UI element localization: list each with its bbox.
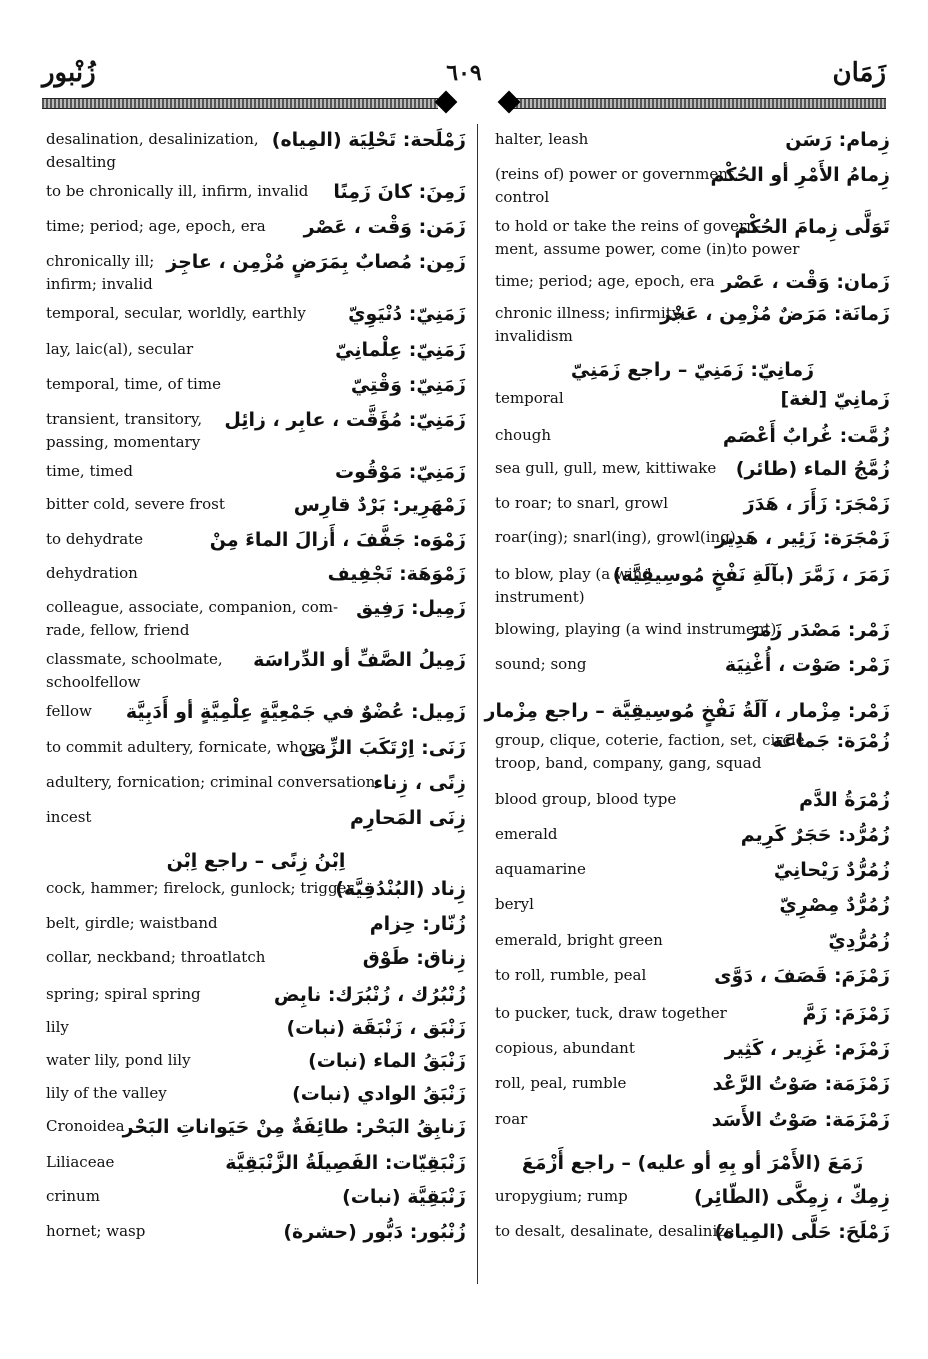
entry-arabic: زُمْرَةُ الدَّم bbox=[799, 789, 890, 811]
entry-english-line: rade, fellow, friend bbox=[46, 621, 190, 639]
entry-english bbox=[46, 562, 138, 585]
entry-english bbox=[46, 128, 259, 174]
entry-english-line: temporal, time, of time bbox=[46, 375, 221, 393]
entry-arabic: زِناق: طَوْق bbox=[362, 947, 466, 969]
entry-english bbox=[495, 492, 668, 515]
entry-arabic: زَمِن: مُصابٌ بِمَرَضٍ مُزْمِن ، عاجِز bbox=[166, 251, 466, 273]
entry-arabic: زُنْبُرُك ، زُنْبُرَك: نابِض bbox=[273, 984, 466, 1006]
entry-english-line: temporal, secular, worldly, earthly bbox=[46, 304, 306, 322]
entry-english-line: desalination, desalinization, bbox=[46, 130, 259, 148]
entry-english bbox=[495, 929, 663, 952]
entry-english bbox=[46, 877, 354, 900]
header-rule-right bbox=[512, 98, 886, 109]
header-right-word: زَمَان bbox=[832, 58, 886, 88]
entry-english bbox=[495, 270, 715, 293]
entry-english bbox=[495, 788, 676, 811]
entry-arabic: زَمَنِيّ: مَوْقُوت bbox=[334, 461, 466, 483]
entry-arabic: زُمُرُّد: حَجَرٌ كَرِيم bbox=[740, 824, 890, 846]
entry-english-line: chough bbox=[495, 426, 552, 444]
entry-english-line: temporal bbox=[495, 389, 564, 407]
entry-english-line: fellow bbox=[46, 702, 92, 720]
entry-english bbox=[46, 806, 91, 829]
entry-arabic: زَنْبَق ، زَنْبَقَة (نبات) bbox=[286, 1017, 466, 1039]
entry-english-line: lay, laic(al), secular bbox=[46, 340, 194, 358]
entry-arabic: زَمانِيّ: زَمَنِيّ – راجع زَمَنِيّ bbox=[570, 359, 815, 381]
entry-english bbox=[495, 457, 716, 480]
entry-arabic: زَمْر: صَوْت ، أُغْنِيَة bbox=[724, 654, 890, 676]
entry-english-line: to roar; to snarl, growl bbox=[495, 494, 669, 512]
entry-english-line: passing, momentary bbox=[46, 433, 201, 451]
entry-english bbox=[46, 771, 375, 794]
entry-arabic: زِمام: رَسَن bbox=[785, 129, 890, 151]
entry-arabic: زَمِنَ: كانَ زَمِنًا bbox=[333, 181, 466, 203]
entry-english bbox=[495, 618, 776, 641]
entry-arabic: زَمْزَمَ: زَمَّ bbox=[802, 1003, 890, 1025]
entry-english-line: to hold or take the reins of govern- bbox=[495, 217, 761, 235]
entry-english bbox=[46, 700, 92, 723]
entry-arabic: زَمْزَمَة: صَوْتُ الرَّعْد bbox=[712, 1073, 890, 1095]
entry-english-line: colleague, associate, companion, com- bbox=[46, 598, 339, 616]
entry-arabic: زَمَنِيّ: وَقْتِيّ bbox=[350, 374, 466, 396]
entry-english-line: to dehydrate bbox=[46, 530, 144, 548]
entry-arabic: زَمانَة: مَرَضٌ مُزْمِن ، عَجْز bbox=[660, 303, 890, 325]
entry-english-line: control bbox=[495, 188, 550, 206]
entry-english bbox=[495, 1037, 635, 1060]
entry-arabic: زَمْوَهَة: تَجْفِيف bbox=[327, 563, 466, 585]
entry-arabic: زَمانِيّ [لغة] bbox=[780, 388, 890, 410]
entry-english bbox=[46, 1115, 125, 1138]
entry-english bbox=[46, 736, 324, 759]
entry-arabic: زَمْهَرِير: بَرْدٌ قارِس bbox=[293, 494, 466, 516]
entry-english bbox=[46, 373, 221, 396]
entry-english bbox=[46, 460, 133, 483]
entry-english bbox=[495, 387, 564, 410]
entry-english bbox=[46, 1185, 100, 1208]
entry-english-line: roar(ing); snarl(ing), growl(ing) bbox=[495, 528, 736, 546]
entry-english-line: incest bbox=[46, 808, 92, 826]
entry-arabic: زَنْبَقِيَّة (نبات) bbox=[342, 1186, 466, 1208]
entry-english-line: Cronoidea bbox=[46, 1117, 125, 1135]
entry-arabic: زَنْبَقُ الماء (نبات) bbox=[308, 1050, 466, 1072]
entry-english bbox=[495, 1108, 527, 1131]
entry-arabic: زَمِيلُ الصَّفِّ أو الدِّراسَة bbox=[253, 649, 466, 671]
entry-english bbox=[46, 493, 225, 516]
entry-english-line: bitter cold, severe frost bbox=[46, 495, 225, 513]
entry-english bbox=[495, 823, 558, 846]
entry-english-line: desalting bbox=[46, 153, 117, 171]
entry-english bbox=[46, 1049, 191, 1072]
entry-english bbox=[495, 1072, 626, 1095]
entry-english bbox=[46, 408, 202, 454]
entry-english bbox=[495, 424, 551, 447]
entry-english-line: chronic illness; infirmity; bbox=[495, 304, 686, 322]
entry-english bbox=[495, 964, 646, 987]
entry-english-line: aquamarine bbox=[495, 860, 586, 878]
entry-english bbox=[46, 1082, 167, 1105]
entry-english bbox=[46, 180, 308, 203]
entry-arabic: زَمْلَحَ: حَلَّى (المِياه) bbox=[714, 1221, 890, 1243]
entry-english-line: sea gull, gull, mew, kittiwake bbox=[495, 459, 717, 477]
entry-english-line: cock, hammer; firelock, gunlock; trigger bbox=[46, 879, 354, 897]
entry-english-line: uropygium; rump bbox=[495, 1187, 628, 1205]
entry-arabic: زَمان: وَقْت ، عَصْر bbox=[721, 271, 890, 293]
entry-english-line: emerald, bright green bbox=[495, 931, 663, 949]
header-left-word: زُنْبور bbox=[42, 58, 96, 88]
entry-english-line: collar, neckband; throatlatch bbox=[46, 948, 266, 966]
entry-english bbox=[46, 250, 154, 296]
entry-english-line: blowing, playing (a wind instrument) bbox=[495, 620, 777, 638]
entry-english bbox=[46, 1016, 69, 1039]
entry-english-line: hornet; wasp bbox=[46, 1222, 146, 1240]
entry-english-line: chronically ill; bbox=[46, 252, 155, 270]
header-rule-left bbox=[42, 98, 438, 109]
entry-arabic: زَمَعَ (الأَمْرَ أو بِهِ أو عليه) – راجع أَزْمَعَ bbox=[521, 1152, 864, 1174]
entry-english bbox=[46, 983, 201, 1006]
entry-english bbox=[46, 528, 143, 551]
entry-english-line: instrument) bbox=[495, 588, 585, 606]
entry-arabic: زَمَنِيّ: مُؤَقَّت ، عابِر ، زائِل bbox=[224, 409, 466, 431]
entry-english bbox=[495, 302, 685, 348]
entry-english bbox=[495, 729, 809, 775]
entry-english-line: classmate, schoolmate, bbox=[46, 650, 223, 668]
entry-arabic: زِنَى المَحارِم bbox=[350, 807, 466, 829]
entry-arabic: زَمَنِيّ: دُنْيَوِيّ bbox=[348, 303, 466, 325]
entry-english-line: emerald bbox=[495, 825, 558, 843]
entry-english bbox=[495, 526, 736, 549]
entry-english-line: transient, transitory, bbox=[46, 410, 203, 428]
entry-english-line: to be chronically ill, infirm, invalid bbox=[46, 182, 309, 200]
entry-english-line: spring; spiral spring bbox=[46, 985, 201, 1003]
entry-english-line: Liliaceae bbox=[46, 1153, 115, 1171]
entry-english bbox=[46, 596, 338, 642]
entry-arabic: زُمُرُّدٌ رَيْحانِيّ bbox=[773, 859, 890, 881]
entry-arabic: زَنابِقُ البَحْر: طائِفَةٌ مِنْ حَيَواناتِ البَحْر bbox=[122, 1116, 466, 1138]
entry-english bbox=[46, 1151, 114, 1174]
entry-english bbox=[46, 912, 218, 935]
entry-arabic: زُمَّت: غُرابٌ أَعْصَم bbox=[722, 425, 890, 447]
entry-arabic: زِنًى ، زِناء bbox=[373, 772, 466, 794]
entry-english-line: roar bbox=[495, 1110, 528, 1128]
entry-arabic: زَمْجَرَ: زَأَرَ ، هَدَرَ bbox=[743, 493, 890, 515]
entry-english-line: to roll, rumble, peal bbox=[495, 966, 647, 984]
entry-arabic: زَمْلَحة: تَحْلِيَة (المِياه) bbox=[271, 129, 466, 151]
entry-english-line: water lily, pond lily bbox=[46, 1051, 191, 1069]
entry-english bbox=[495, 128, 588, 151]
entry-english-line: lily of the valley bbox=[46, 1084, 167, 1102]
entry-arabic: زَمْر: مَصْدَر زَمَرَ bbox=[747, 619, 890, 641]
entry-english-line: blood group, blood type bbox=[495, 790, 677, 808]
entry-english-line: copious, abundant bbox=[495, 1039, 635, 1057]
entry-english-line: lily bbox=[46, 1018, 69, 1036]
entry-arabic: زَمِيل: رَفِيق bbox=[356, 597, 466, 619]
entry-arabic: زَمْر: مِزْمار ، آلَةُ نَفْخٍ مُوسِيقِيَّة – راجع مِزْمار bbox=[484, 700, 890, 722]
diamond-ornament-right bbox=[498, 91, 521, 114]
entry-english bbox=[495, 1185, 628, 1208]
entry-english bbox=[495, 653, 586, 676]
entry-arabic: زَمْزَمَ: قَصَفَ ، دَوَّى bbox=[714, 965, 890, 987]
entry-arabic: زَنْبَقِيّات: الفَصِيلَةُ الزَّنْبَقِيَّة bbox=[225, 1152, 466, 1174]
entry-arabic: زُنْبُور: دَبُّور (حشرة) bbox=[283, 1221, 466, 1243]
entry-arabic: زِمامُ الأَمْرِ أو الحُكْم bbox=[710, 164, 890, 186]
entry-english bbox=[46, 648, 223, 694]
entry-arabic: زَنَى: اِرْتَكَبَ الزِّنى bbox=[300, 737, 466, 759]
entry-arabic: زُنّار: حِزام bbox=[369, 913, 466, 935]
entry-english-line: roll, peal, rumble bbox=[495, 1074, 627, 1092]
entry-arabic: زِناد (البُنْدُقِيَّة) bbox=[335, 878, 466, 900]
entry-english bbox=[46, 1220, 145, 1243]
entry-english-line: schoolfellow bbox=[46, 673, 141, 691]
entry-english-line: sound; song bbox=[495, 655, 587, 673]
entry-english-line: to commit adultery, fornicate, whore bbox=[46, 738, 324, 756]
entry-english-line: invalidism bbox=[495, 327, 573, 345]
entry-english bbox=[495, 1220, 734, 1243]
entry-arabic: زِمِكّ ، زِمِكَّى (الطّائِر) bbox=[693, 1186, 890, 1208]
entry-english-line: crinum bbox=[46, 1187, 100, 1205]
entry-arabic: زَمَرَ ، زَمَّرَ (بآلَةِ نَفْخٍ مُوسِيقِيَّة) bbox=[612, 564, 890, 586]
entry-english-line: to blow, play (a wind bbox=[495, 565, 652, 583]
entry-arabic: زَمِيل: عُضْوٌ في جَمْعِيَّةٍ عِلْمِيَّةٍ أو أَدَبِيَّة bbox=[125, 701, 466, 723]
entry-arabic: اِبْنُ زِنًى – راجع اِبْن bbox=[166, 850, 346, 872]
entry-english-line: beryl bbox=[495, 895, 534, 913]
entry-arabic: زَمَنِيّ: عِلْمانِيّ bbox=[335, 339, 466, 361]
entry-english bbox=[46, 338, 193, 361]
column-divider bbox=[477, 124, 478, 1284]
entry-english-line: ment, assume power, come (in)to power bbox=[495, 240, 800, 258]
entry-english bbox=[46, 215, 266, 238]
entry-english bbox=[495, 163, 739, 209]
entry-arabic: زَمْزَم: غَزِير ، كَثِير bbox=[724, 1038, 890, 1060]
entry-english bbox=[46, 302, 306, 325]
entry-arabic: زَمْزَمَة: صَوْتُ الأَسَد bbox=[711, 1109, 890, 1131]
entry-english-line: dehydration bbox=[46, 564, 138, 582]
entry-english-line: troop, band, company, gang, squad bbox=[495, 754, 762, 772]
entry-english bbox=[495, 858, 586, 881]
entry-english-line: time; period; age, epoch, era bbox=[495, 272, 715, 290]
entry-english-line: time; period; age, epoch, era bbox=[46, 217, 266, 235]
entry-english-line: belt, girdle; waistband bbox=[46, 914, 218, 932]
entry-english-line: halter, leash bbox=[495, 130, 589, 148]
entry-arabic: زُمُرُّدٌ مِصْرِيّ bbox=[779, 894, 890, 916]
page-number: ٦٠٩ bbox=[446, 60, 482, 86]
entry-english bbox=[495, 893, 534, 916]
entry-english bbox=[495, 1002, 727, 1025]
entry-english-line: to pucker, tuck, draw together bbox=[495, 1004, 727, 1022]
entry-english-line: group, clique, coterie, faction, set, circle, bbox=[495, 731, 810, 749]
entry-arabic: زَمْجَرَة: زَئِير ، هَدِير bbox=[715, 527, 890, 549]
entry-arabic: زُمَّجُ الماء (طائر) bbox=[735, 458, 890, 480]
entry-english-line: time, timed bbox=[46, 462, 133, 480]
entry-arabic: زُمْرَة: جَماعَة bbox=[771, 730, 890, 752]
entry-english-line: (reins of) power or government, bbox=[495, 165, 739, 183]
diamond-ornament-left bbox=[435, 91, 458, 114]
entry-arabic: زُمُرُّدِيّ bbox=[828, 930, 890, 952]
entry-english bbox=[46, 946, 265, 969]
entry-arabic: زَنْبَقُ الوادي (نبات) bbox=[292, 1083, 466, 1105]
entry-english-line: infirm; invalid bbox=[46, 275, 153, 293]
entry-english-line: adultery, fornication; criminal conversation bbox=[46, 773, 376, 791]
entry-arabic: زَمْوَه: جَفَّفَ ، أَزالَ الماءَ مِنْ bbox=[209, 529, 466, 551]
entry-arabic: زَمَن: وَقْت ، عَصْر bbox=[303, 216, 466, 238]
entry-arabic: تَوَلَّى زِمامَ الحُكْم bbox=[734, 216, 890, 238]
entry-english-line: to desalt, desalinate, desalinize bbox=[495, 1222, 735, 1240]
